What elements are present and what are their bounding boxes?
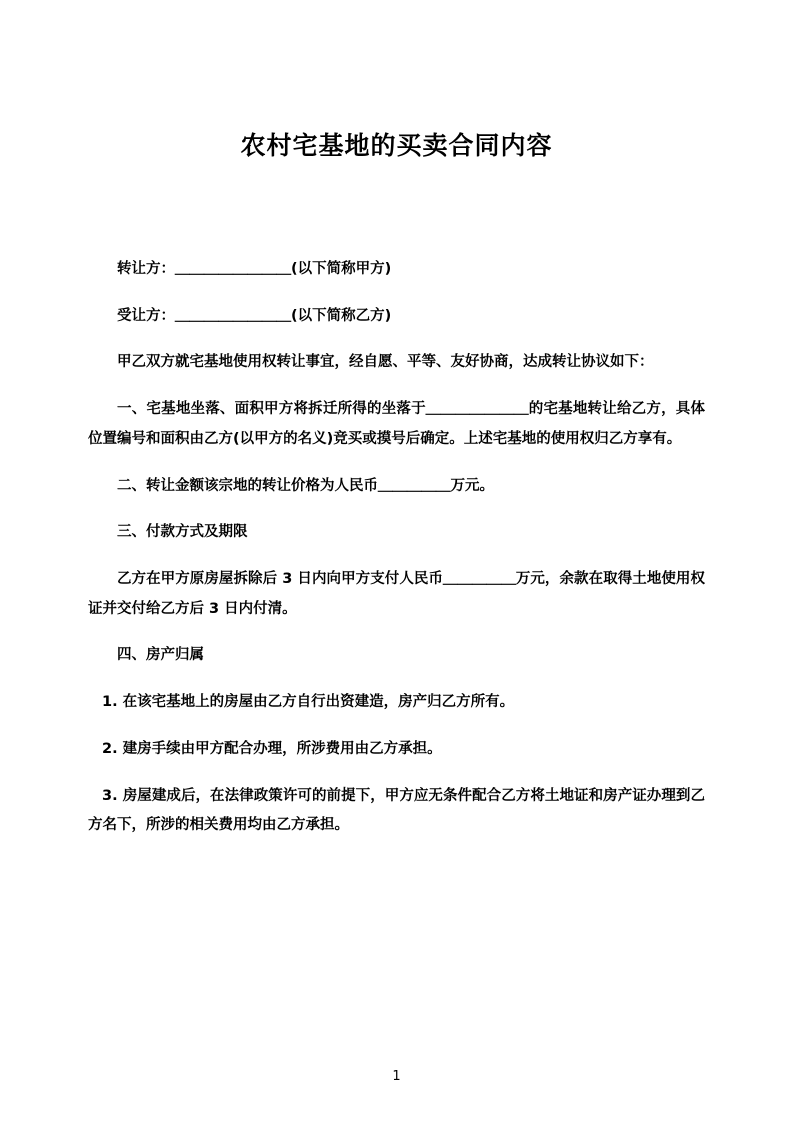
- paragraph-article-2: 二、转让金额该宗地的转让价格为人民币＿＿＿＿＿万元。: [117, 477, 494, 494]
- paragraph-preamble: 甲乙双方就宅基地使用权转让事宜，经自愿、平等、友好协商，达成转让协议如下：: [117, 354, 654, 371]
- paragraph-article-3-title: 三、付款方式及期限: [117, 524, 248, 541]
- paragraph-article-3-body: 乙方在甲方原房屋拆除后 3 日内向甲方支付人民币＿＿＿＿＿万元，余款在取得土地使用权证并交付给乙方后 3 日内付清。: [88, 571, 705, 617]
- page-number: 1: [392, 1069, 401, 1084]
- paragraph-article-4-item-1: 1. 在该宅基地上的房屋由乙方自行出资建造，房产归乙方所有。: [102, 694, 515, 711]
- paragraph-article-4-item-3: 3. 房屋建成后，在法律政策许可的前提下，甲方应无条件配合乙方将土地证和房产证办理到乙方名下，所涉的相关费用均由乙方承担。: [88, 787, 705, 834]
- document-body: [0, 255, 793, 841]
- paragraph-article-4-item-2: 2. 建房手续由甲方配合办理，所涉费用由乙方承担。: [102, 740, 442, 757]
- paragraph-transferee: 受让方：＿＿＿＿＿＿＿＿(以下简称乙方): [117, 307, 392, 324]
- page-title: 农村宅基地的买卖合同内容: [240, 131, 553, 160]
- paragraph-transferor: 转让方：＿＿＿＿＿＿＿＿(以下简称甲方): [117, 261, 392, 277]
- paragraph-article-1: 一、宅基地坐落、面积甲方将拆迁所得的坐落于＿＿＿＿＿＿＿的宅基地转让给乙方，具体位置编号和面积由乙方(以甲方的名义)竞买或摸号后确定。上述宅基地的使用权归乙方享有。: [88, 401, 705, 447]
- paragraph-article-4-title: 四、房产归属: [117, 647, 204, 664]
